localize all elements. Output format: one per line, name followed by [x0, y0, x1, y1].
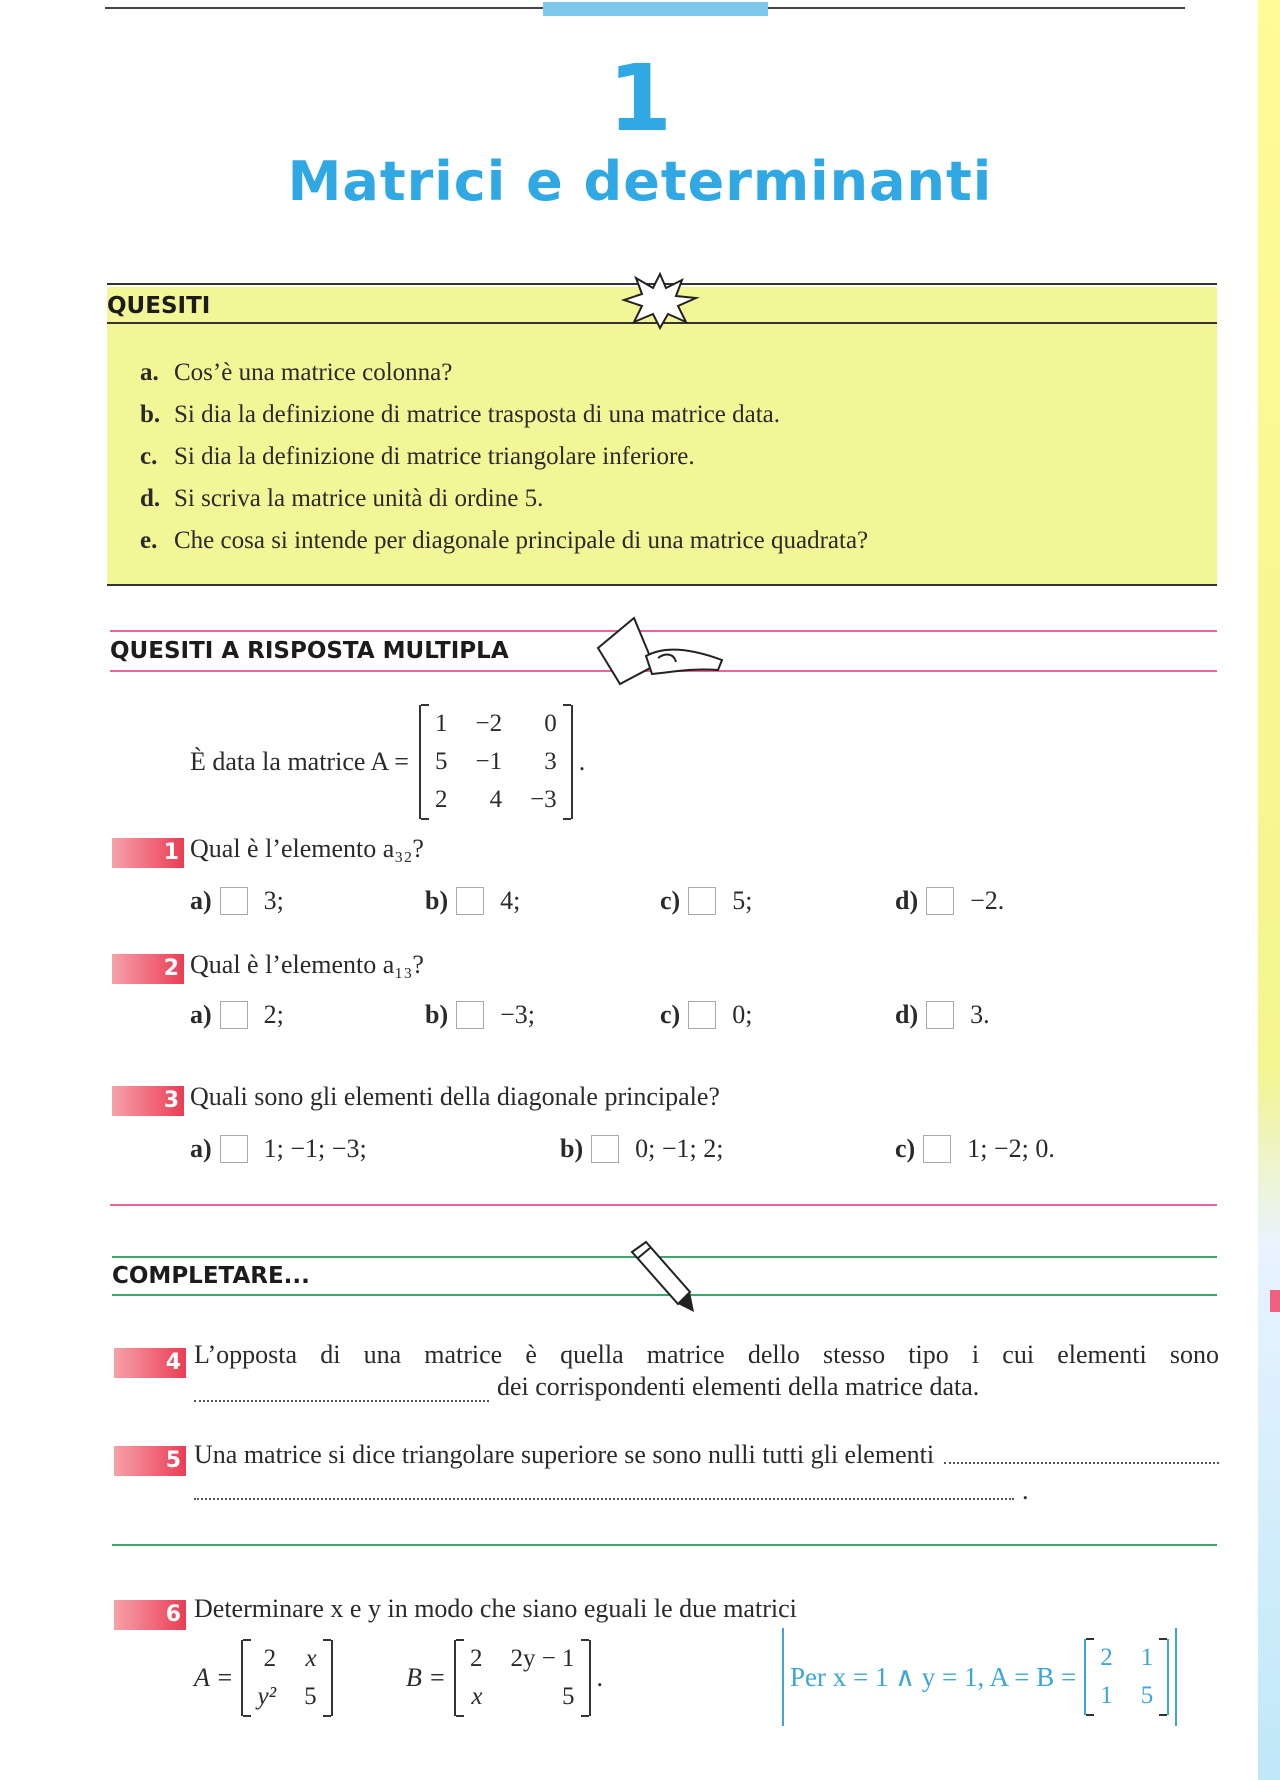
answer-checkbox[interactable]	[688, 1001, 716, 1029]
quesito-item	[140, 478, 868, 520]
answer-checkbox[interactable]	[926, 887, 954, 915]
q5-line2	[194, 1476, 1029, 1506]
answer-checkbox[interactable]	[456, 887, 484, 915]
q6-answer	[782, 1628, 1177, 1726]
q6-matrix-a	[194, 1640, 333, 1716]
matrix-a-2x2	[241, 1640, 332, 1716]
answer-matrix	[1084, 1639, 1169, 1715]
option-label: c)	[660, 1000, 681, 1029]
quesito-item	[140, 394, 868, 436]
quesito-letter: b.	[140, 401, 161, 428]
matrix-cell: 5	[1140, 1682, 1154, 1709]
option-1c[interactable]	[660, 886, 752, 916]
matrix-cell: 2y − 1	[510, 1645, 575, 1672]
quesito-letter: e.	[140, 527, 158, 554]
matrix-intro	[190, 705, 585, 819]
matrix-intro-text: È data la matrice A =	[190, 747, 409, 776]
q4-line2	[194, 1372, 979, 1402]
option-label: c)	[660, 886, 681, 915]
matrix-cell: 1	[434, 710, 448, 737]
option-text: 2;	[263, 1000, 284, 1029]
option-text: 3.	[970, 1000, 990, 1029]
answer-text: Per x = 1 ∧ y = 1, A = B =	[790, 1661, 1077, 1692]
option-1b[interactable]	[425, 886, 520, 916]
matrix-cell: x	[471, 1683, 483, 1710]
hand-writing-icon	[594, 612, 734, 688]
matrix-cell: 1	[1140, 1644, 1154, 1671]
option-text: 5;	[732, 886, 753, 915]
answer-checkbox[interactable]	[923, 1135, 951, 1163]
top-tab-marker	[543, 2, 768, 16]
exercise-number: 4	[114, 1348, 186, 1378]
q5-end: .	[1022, 1476, 1029, 1505]
matrix-a-label: A =	[194, 1663, 234, 1692]
exercise-number: 1	[112, 838, 184, 868]
starburst-icon	[620, 270, 700, 330]
option-text: 3;	[263, 886, 284, 915]
matrix-cell: 2	[263, 1645, 277, 1672]
q6-matrix-b	[406, 1640, 603, 1716]
fill-blank-line[interactable]	[194, 1498, 1014, 1500]
option-text: −2.	[970, 886, 1005, 915]
matrix-cell: 5	[304, 1683, 317, 1710]
option-label: b)	[425, 886, 449, 915]
quesiti-list	[140, 352, 868, 562]
option-3a[interactable]	[190, 1134, 367, 1164]
quesito-letter: d.	[140, 485, 161, 512]
option-label: d)	[895, 886, 919, 915]
option-label: d)	[895, 1000, 919, 1029]
option-label: b)	[560, 1134, 584, 1163]
q5-line1-text: Una matrice si dice triangolare superiore se sono nulli tutti gli elementi	[194, 1440, 935, 1469]
option-label: a)	[190, 1000, 212, 1029]
option-text: 1; −1; −3;	[263, 1134, 367, 1163]
option-text: 4;	[500, 886, 521, 915]
exercise-number: 2	[112, 954, 184, 984]
quesito-text: Si scriva la matrice unità di ordine 5.	[174, 485, 544, 512]
option-2d[interactable]	[895, 1000, 990, 1030]
quesito-letter: c.	[140, 443, 158, 470]
option-3b[interactable]	[560, 1134, 723, 1164]
fill-blank-line[interactable]	[944, 1462, 1219, 1464]
question-1-text: Qual è l’elemento a₃₂?	[190, 834, 424, 863]
quesiti-heading: QUESITI	[107, 293, 211, 319]
option-2c[interactable]	[660, 1000, 752, 1030]
exercise-number: 6	[114, 1600, 186, 1630]
matrix-cell: y²	[257, 1683, 277, 1710]
option-label: c)	[895, 1134, 916, 1163]
completare-heading: COMPLETARE...	[112, 1263, 310, 1289]
matrix-cell: 2	[434, 786, 448, 813]
fill-blank-line[interactable]	[194, 1400, 489, 1402]
option-text: 0;	[732, 1000, 753, 1029]
answer-checkbox[interactable]	[456, 1001, 484, 1029]
matrix-cell: 5	[562, 1683, 575, 1710]
option-label: b)	[425, 1000, 449, 1029]
matrix-b-2x2	[454, 1640, 591, 1716]
option-text: 1; −2; 0.	[967, 1134, 1055, 1163]
matrix-cell: 2	[469, 1645, 483, 1672]
matrix-cell: −2	[475, 710, 503, 737]
page-edge-strip	[1258, 0, 1280, 1780]
q6-text: Determinare x e y in modo che siano eguali le due matrici	[194, 1594, 797, 1623]
question-2-text: Qual è l’elemento a₁₃?	[190, 950, 424, 979]
matrix-cell: x	[305, 1645, 317, 1672]
matrix-a	[419, 705, 573, 819]
matrix-cell: 1	[1100, 1682, 1113, 1709]
quesito-text: Si dia la definizione di matrice trasposta di una matrice data.	[174, 401, 781, 428]
matrix-cell: −3	[530, 786, 557, 813]
matrix-cell: 3	[544, 748, 557, 775]
answer-checkbox[interactable]	[688, 887, 716, 915]
option-1d[interactable]	[895, 886, 1004, 916]
quesito-item	[140, 436, 868, 478]
option-2a[interactable]	[190, 1000, 284, 1030]
matrix-cell: 2	[1100, 1644, 1113, 1671]
multipla-bottom-rule	[110, 1204, 1217, 1206]
matrix-b-label: B =	[406, 1663, 446, 1692]
answer-checkbox[interactable]	[220, 1001, 248, 1029]
option-3c[interactable]	[895, 1134, 1055, 1164]
chapter-number: 1	[607, 45, 672, 152]
page-edge-marker	[1270, 1290, 1280, 1312]
q5-line1	[194, 1440, 1219, 1470]
matrix-b-end: .	[596, 1663, 604, 1692]
matrix-cell: 5	[434, 748, 448, 775]
pencil-icon	[628, 1238, 698, 1314]
option-text: 0; −1; 2;	[635, 1134, 724, 1163]
option-1a[interactable]	[190, 886, 284, 916]
matrix-cell: 4	[489, 786, 503, 813]
completare-bottom-rule	[112, 1544, 1217, 1546]
answer-checkbox[interactable]	[591, 1135, 619, 1163]
q4-line2-text: dei corrispondenti elementi della matrice data.	[497, 1372, 980, 1401]
option-label: a)	[190, 1134, 212, 1163]
multipla-heading: QUESITI A RISPOSTA MULTIPLA	[110, 638, 509, 664]
quesito-text: Si dia la definizione di matrice triangolare inferiore.	[174, 443, 695, 470]
quesito-letter: a.	[140, 359, 159, 386]
answer-checkbox[interactable]	[926, 1001, 954, 1029]
option-text: −3;	[500, 1000, 536, 1029]
matrix-cell: 0	[544, 710, 557, 737]
question-3-text: Quali sono gli elementi della diagonale principale?	[190, 1082, 720, 1111]
quesiti-bottom-rule	[107, 584, 1217, 586]
quesito-item	[140, 520, 868, 562]
exercise-number: 3	[112, 1086, 184, 1116]
quesito-item	[140, 352, 868, 394]
option-label: a)	[190, 886, 212, 915]
q4-line1: L’opposta di una matrice è quella matrice dello stesso tipo i cui elementi sono	[194, 1340, 1219, 1369]
option-2b[interactable]	[425, 1000, 535, 1030]
matrix-intro-end: .	[578, 747, 586, 776]
quesito-text: Cos’è una matrice colonna?	[174, 359, 453, 386]
answer-checkbox[interactable]	[220, 1135, 248, 1163]
quesito-text: Che cosa si intende per diagonale principale di una matrice quadrata?	[174, 527, 869, 554]
exercise-number: 5	[114, 1446, 186, 1476]
chapter-title: Matrici e determinanti	[287, 150, 993, 213]
answer-checkbox[interactable]	[220, 887, 248, 915]
matrix-cell: −1	[475, 748, 503, 775]
